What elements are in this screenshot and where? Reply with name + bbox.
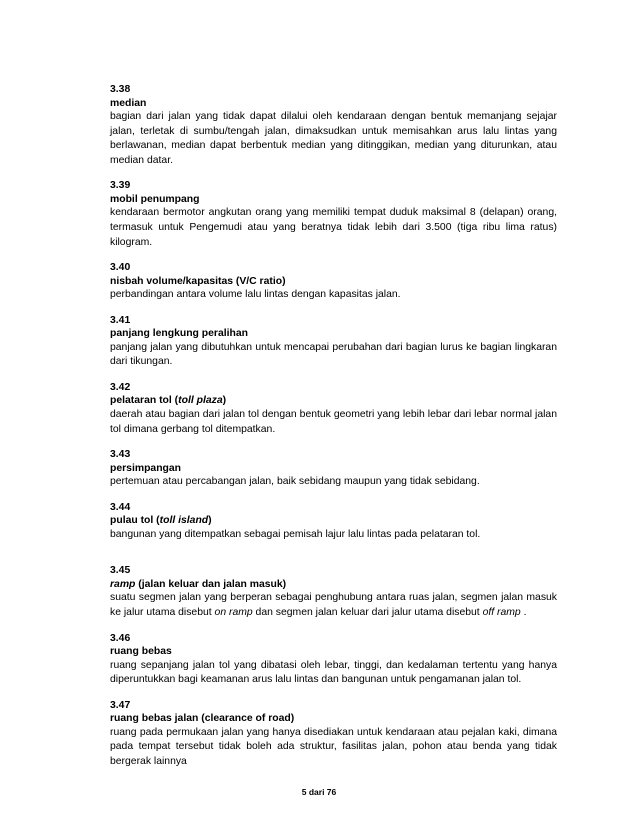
entry-term <box>110 514 557 528</box>
entry-term: median <box>110 97 147 109</box>
definition-text: suatu segmen jalan yang berperan sebagai penghubung antara ruas jalan, segmen jalan masuk ke jalur utama disebut <box>110 592 557 618</box>
entry-definition: ruang pada permukaan jalan yang hanya disediakan untuk kendaraan atau pejalan kaki, dimana pada tempat tersebut tidak boleh ada struktur, fasilitas jalan, pohon atau benda yang tidak bergerak lainnya <box>110 726 557 767</box>
entry-definition <box>110 591 557 620</box>
entry-term <box>110 394 557 408</box>
entry-definition: ruang sepanjang jalan tol yang dibatasi oleh lebar, tinggi, dan kedalaman tertentu yang hanya diperuntukkan bagi keamanan arus lalu lintas dan bangunan untuk pengamanan jalan tol. <box>110 659 557 686</box>
entry-3-42 <box>110 381 557 437</box>
entry-3-39 <box>110 179 557 250</box>
definition-italic: on ramp <box>214 606 253 618</box>
entry-definition: bangunan yang ditempatkan sebagai pemisah lajur lalu lintas pada pelataran tol. <box>110 528 481 540</box>
term-italic: toll island <box>159 515 209 527</box>
entry-number: 3.39 <box>110 180 131 192</box>
entry-number: 3.46 <box>110 632 131 644</box>
page-number: 5 dari 76 <box>301 787 337 797</box>
entry-term: nisbah volume/kapasitas (V/C ratio) <box>110 275 286 287</box>
entry-term: mobil penumpang <box>110 193 200 205</box>
entry-3-44 <box>110 501 557 543</box>
entry-number: 3.40 <box>110 262 131 274</box>
entry-3-46 <box>110 632 557 688</box>
term-text: pelataran tol ( <box>110 395 179 407</box>
entry-definition: perbandingan antara volume lalu lintas dengan kapasitas jalan. <box>110 289 401 301</box>
entry-3-38 <box>110 83 557 168</box>
entry-definition: panjang jalan yang dibutuhkan untuk mencapai perubahan dari bagian lurus ke bagian lingkaran dari tikungan. <box>110 341 557 368</box>
entry-definition: daerah atau bagian dari jalan tol dengan bentuk geometri yang lebih lebar dari lebar normal jalan tol dimana gerbang tol ditempatkan. <box>110 408 557 435</box>
entry-definition: kendaraan bermotor angkutan orang yang memiliki tempat duduk maksimal 8 (delapan) orang, termasuk untuk Pengemudi atau yang beratnya tidak lebih dari 3.500 (tiga ribu lima ratus) kilogram. <box>110 207 557 248</box>
entry-term: ruang bebas jalan (clearance of road) <box>110 713 295 725</box>
entry-3-45 <box>110 564 557 620</box>
term-text: ) <box>222 395 227 407</box>
entry-number: 3.42 <box>110 381 131 393</box>
term-text: (jalan keluar dan jalan masuk) <box>135 578 287 590</box>
entry-number: 3.47 <box>110 699 131 711</box>
entry-3-40 <box>110 261 557 303</box>
entry-3-41 <box>110 314 557 370</box>
entry-3-47 <box>110 699 557 770</box>
entry-definition: pertemuan atau percabangan jalan, baik sebidang maupun yang tidak sebidang. <box>110 476 480 488</box>
term-text: ) <box>208 515 212 527</box>
definition-italic: off ramp <box>482 606 521 618</box>
document-body <box>110 83 557 780</box>
term-italic: toll plaza <box>178 395 223 407</box>
entry-term <box>110 578 557 592</box>
term-italic: ramp <box>110 578 136 590</box>
entry-number: 3.38 <box>110 84 131 95</box>
entry-term: panjang lengkung peralihan <box>110 328 248 340</box>
entry-number: 3.44 <box>110 501 131 513</box>
entry-3-43 <box>110 448 557 490</box>
entry-definition: bagian dari jalan yang tidak dapat dilalui oleh kendaraan dengan bentuk memanjang sejajar jalan, terletak di sumbu/tengah jalan, dimaksudkan untuk memisahkan arus lalu lintas yang berlawanan, median dapat berbentuk median yang ditinggikan, median yang diturunkan, atau median datar. <box>110 111 557 166</box>
entry-term: persimpangan <box>110 462 182 474</box>
entry-number: 3.41 <box>110 314 131 326</box>
definition-text: . <box>520 606 527 618</box>
term-text: pulau tol ( <box>110 515 160 527</box>
entry-number: 3.43 <box>110 449 131 461</box>
entry-number: 3.45 <box>110 565 131 577</box>
entry-term: ruang bebas <box>110 646 172 657</box>
definition-text: dan segmen jalan keluar dari jalur utama disebut <box>252 606 483 618</box>
